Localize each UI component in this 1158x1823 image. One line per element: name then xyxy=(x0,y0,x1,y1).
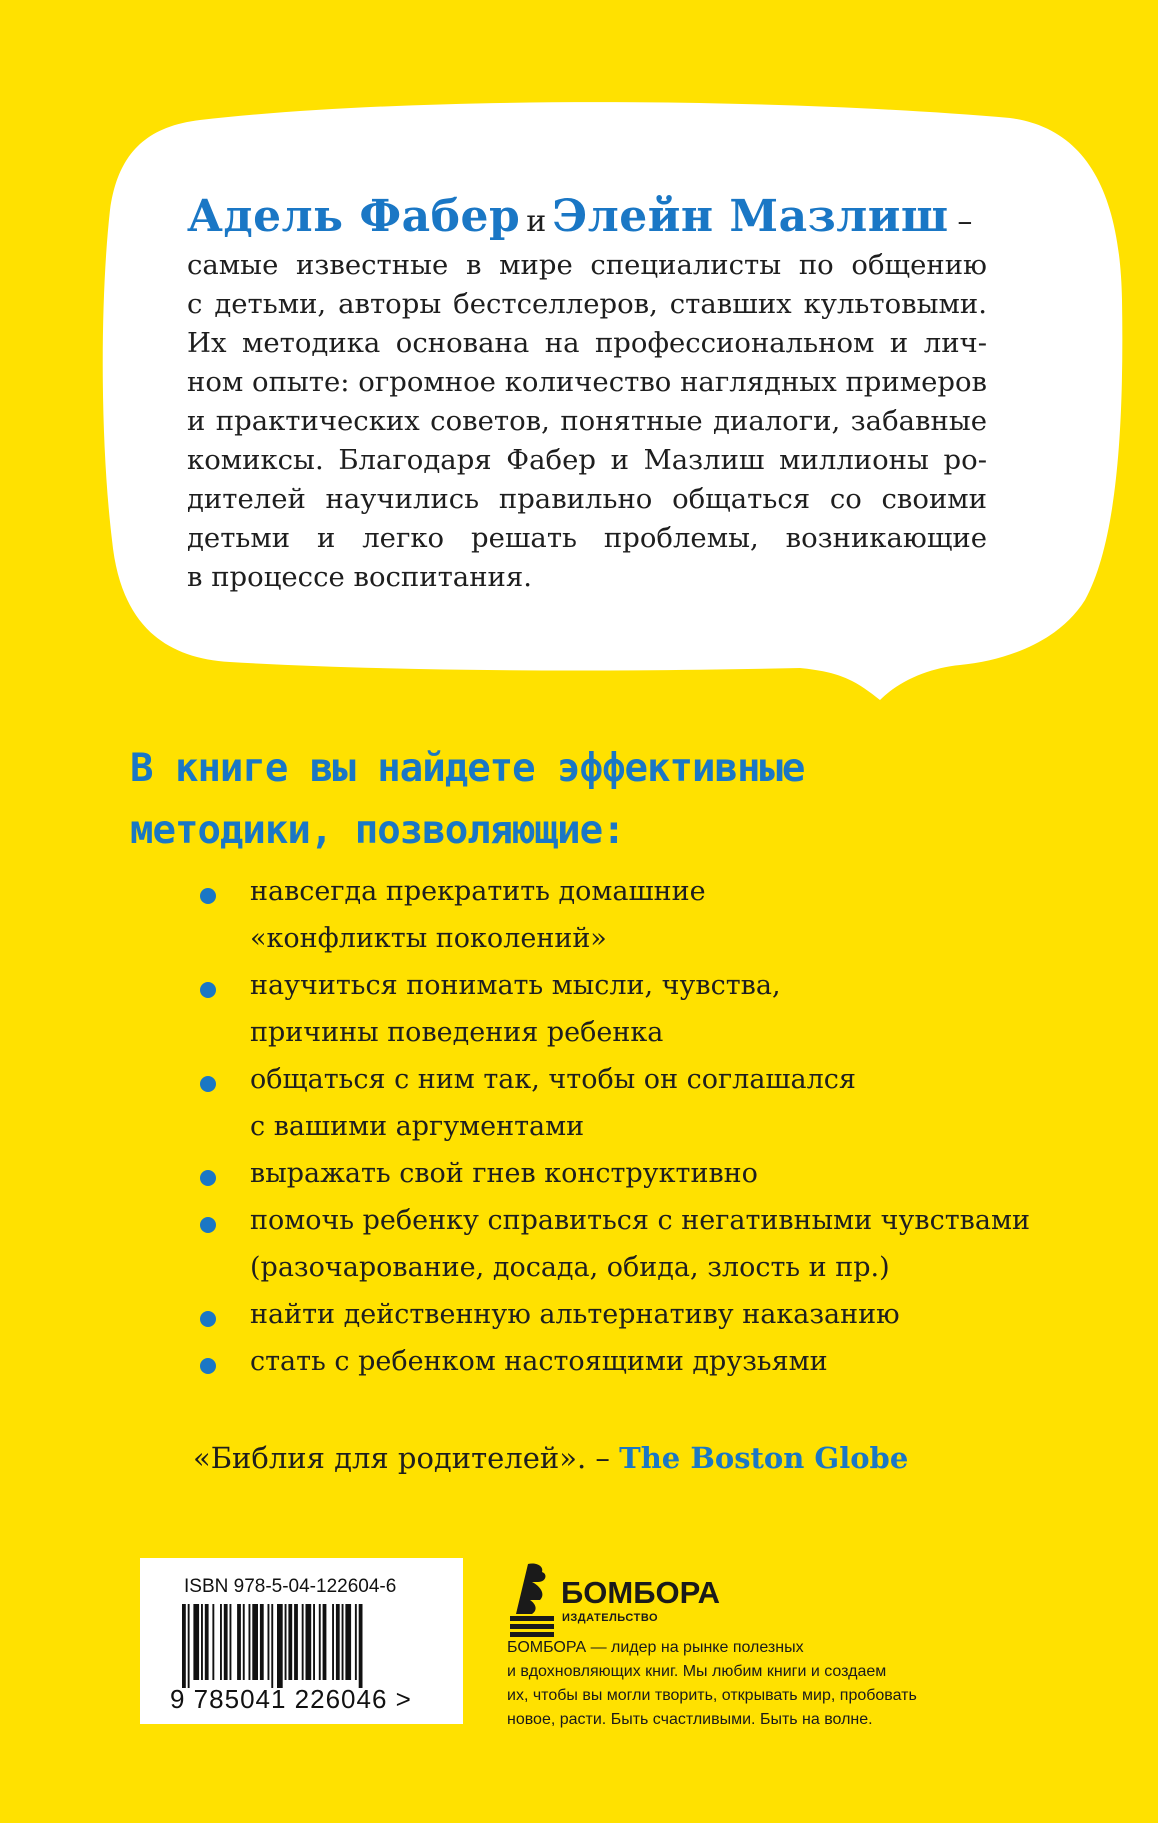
barcode-bar xyxy=(271,1604,273,1688)
intro-line: ном опыте: огромное количество наглядных примеров xyxy=(187,366,988,398)
publisher-description xyxy=(507,1636,1027,1732)
publisher-subtitle: ИЗДАТЕЛЬСТВО xyxy=(562,1612,659,1624)
isbn-label: ISBN 978-5-04-122604-6 xyxy=(184,1576,397,1597)
barcode-bar xyxy=(323,1604,327,1680)
bullet-dot-icon xyxy=(200,1311,216,1327)
barcode-bar xyxy=(306,1604,312,1680)
dash: – xyxy=(957,204,973,239)
intro-line: самые известные в мире специалисты по общению xyxy=(187,249,987,281)
list-item xyxy=(200,1056,1100,1150)
barcode-bar xyxy=(205,1604,209,1680)
barcode-bar xyxy=(332,1604,334,1680)
barcode-bar xyxy=(345,1604,351,1680)
barcode-bar xyxy=(237,1604,241,1680)
intro-line: и практических советов, понятные диалоги, забавные xyxy=(187,405,987,437)
wave-logo-icon xyxy=(506,1560,558,1640)
author-name-mazlish: Элейн Мазлиш xyxy=(552,191,949,242)
bullet-dot-icon xyxy=(200,1170,216,1186)
author-name-faber: Адель Фабер xyxy=(187,191,521,242)
barcode-bar xyxy=(285,1604,287,1680)
barcode-panel xyxy=(140,1558,463,1724)
publisher-description-line: новое, расти. Быть счастливыми. Быть на волне. xyxy=(507,1711,873,1728)
list-item xyxy=(200,1150,1100,1197)
bullet-dot-icon xyxy=(200,1076,216,1092)
barcode-bar xyxy=(243,1604,245,1680)
list-item-text: помочь ребенку справиться с негативными чувствами (разочарование, досада, обида, злость и пр.) xyxy=(250,1205,1030,1283)
barcode-bar xyxy=(336,1604,340,1680)
list-item-text: навсегда прекратить домашние «конфликты поколений» xyxy=(250,876,706,954)
intro-line: детьми и легко решать проблемы, возникающие xyxy=(187,522,987,554)
quote-source: The Boston Globe xyxy=(619,1441,909,1475)
intro-line: Их методика основана на профессиональном и лич- xyxy=(187,327,987,359)
barcode-bar xyxy=(212,1604,214,1680)
barcode-bar xyxy=(359,1604,363,1688)
barcode-bar xyxy=(249,1604,251,1680)
section-heading xyxy=(130,738,1030,862)
barcode-bar xyxy=(313,1604,315,1680)
list-item xyxy=(200,1197,1100,1291)
bullet-dot-icon xyxy=(200,888,216,904)
list-item xyxy=(200,1291,1100,1338)
list-item xyxy=(200,962,1100,1056)
barcode-bar xyxy=(342,1604,344,1680)
barcode-bar xyxy=(252,1604,258,1680)
list-item-text: выражать свой гнев конструктивно xyxy=(250,1158,758,1189)
bullet-dot-icon xyxy=(200,982,216,998)
barcode-bar xyxy=(182,1604,186,1688)
intro-line: комиксы. Благодаря Фабер и Мазлиш миллионы ро- xyxy=(187,444,987,476)
barcode-bar xyxy=(201,1604,203,1680)
barcode-bar xyxy=(302,1604,304,1680)
authors-line xyxy=(187,188,987,246)
barcode-bar xyxy=(355,1604,357,1680)
barcode-bar xyxy=(288,1604,292,1680)
bullet-dot-icon xyxy=(200,1358,216,1374)
barcode-bar xyxy=(268,1604,270,1680)
barcode-bar xyxy=(277,1604,283,1688)
list-item-text: стать с ребенком настоящими друзьями xyxy=(250,1346,828,1377)
list-item xyxy=(200,1338,1100,1385)
section-heading-line-1: В книге вы найдете эффективные xyxy=(130,746,805,791)
publisher-description-line: их, чтобы вы могли творить, открывать мир, пробовать xyxy=(507,1687,917,1704)
barcode-bar xyxy=(260,1604,264,1680)
barcode-bar xyxy=(319,1604,321,1680)
barcode-bar xyxy=(220,1604,222,1680)
barcode-bar xyxy=(193,1604,199,1680)
conjunction: и xyxy=(526,204,547,239)
intro-line: с детьми, авторы бестселлеров, ставших культовыми. xyxy=(187,288,987,320)
intro-line: дителей научились правильно общаться со своими xyxy=(187,483,987,515)
barcode-bars xyxy=(182,1604,426,1688)
list-item xyxy=(200,868,1100,962)
list-item-text: общаться с ним так, чтобы он соглашался с вашими аргументами xyxy=(250,1064,856,1142)
list-item-text: научиться понимать мысли, чувства, причины поведения ребенка xyxy=(250,970,781,1048)
publisher-description-line: БОМБОРА — лидер на рынке полезных xyxy=(507,1639,804,1656)
quote-text: «Библия для родителей». – xyxy=(193,1441,610,1475)
barcode-digits: 9 785041 226046 > xyxy=(170,1684,412,1714)
intro-line: в процессе воспитания. xyxy=(187,561,532,593)
barcode-bar xyxy=(230,1604,232,1680)
section-heading-line-2: методики, позволяющие: xyxy=(130,808,625,853)
barcode-bar xyxy=(224,1604,228,1680)
barcode-bar xyxy=(294,1604,298,1680)
review-quote xyxy=(193,1441,908,1475)
intro-text xyxy=(187,188,987,597)
bullet-dot-icon xyxy=(200,1217,216,1233)
barcode-bar xyxy=(188,1604,190,1688)
benefits-list xyxy=(200,868,1100,1385)
list-item-text: найти действенную альтернативу наказанию xyxy=(250,1299,900,1330)
publisher-description-line: и вдохновляющих книг. Мы любим книги и создаем xyxy=(507,1663,887,1680)
publisher-name: БОМБОРА xyxy=(561,1575,720,1610)
